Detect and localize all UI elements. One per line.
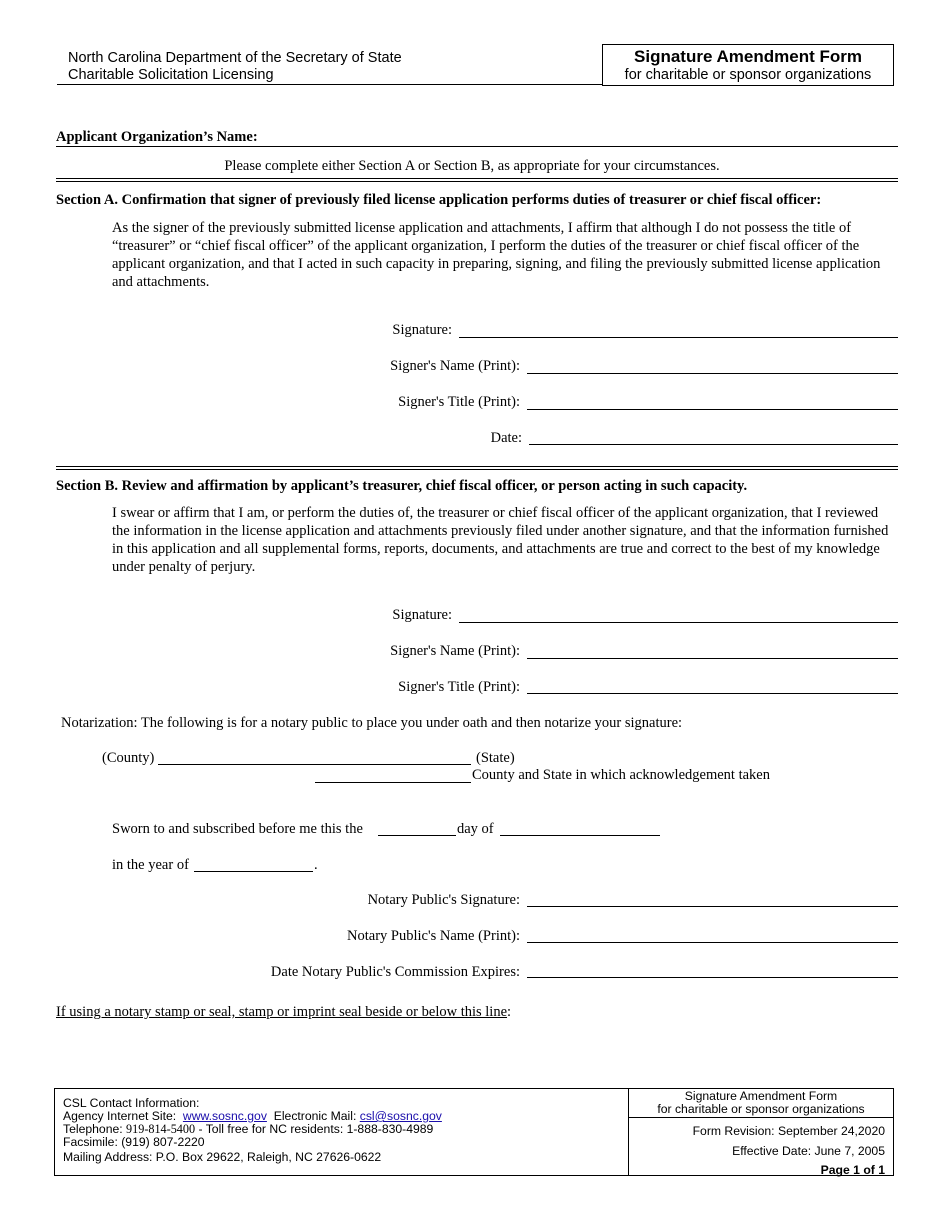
applicant-name-label: Applicant Organization’s Name: xyxy=(56,129,258,145)
mailing-address: Mailing Address: P.O. Box 29622, Raleigh, NC 27626-0622 xyxy=(63,1150,382,1164)
commission-expires-label: Date Notary Public's Commission Expires: xyxy=(270,964,520,980)
section-b-signature-label: Signature: xyxy=(392,607,452,623)
seal-instruction xyxy=(56,1004,511,1021)
section-a-body: As the signer of the previously submitted license application and attachments, I affirm that although I do not possess the title of “treasurer” or “chief fiscal officer” of the applicant organization, I perform the duties of the treasurer or chief fiscal officer of the applicant organization, and that I acted in such capacity in preparing, signing, and filing the previously submitted license application and attachments. xyxy=(112,220,881,290)
division-name: Charitable Solicitation Licensing xyxy=(68,67,274,83)
county-field[interactable] xyxy=(158,764,471,765)
footer-form-meta xyxy=(629,1119,885,1181)
email-label: Electronic Mail: xyxy=(273,1109,357,1123)
effective-date: Effective Date: June 7, 2005 xyxy=(732,1143,885,1158)
sworn-month-field[interactable] xyxy=(500,835,660,836)
department-heading xyxy=(68,50,402,84)
footer-form-subtitle: for charitable or sponsor organizations xyxy=(657,1102,865,1116)
site-link[interactable]: www.sosnc.gov xyxy=(182,1109,267,1123)
section-b-title-label: Signer's Title (Print): xyxy=(398,679,520,695)
section-b-body: I swear or affirm that I am, or perform the duties of, the treasurer or chief fiscal officer of the applicant organization, that I reviewed the information in the license application and attachments previously filed under another signature, and that the information furnished in this application and all supplemental forms, reports, documents, and attachments are true and correct to the best of my knowledge under penalty of perjury. xyxy=(112,505,889,575)
notary-signature-field[interactable] xyxy=(527,906,898,907)
form-title-box xyxy=(602,44,894,86)
site-label: Agency Internet Site: xyxy=(63,1109,177,1123)
notarization-intro: Notarization: The following is for a notary public to place you under oath and then notarize your signature: xyxy=(61,715,683,731)
contact-heading: CSL Contact Information: xyxy=(63,1096,200,1110)
department-name: North Carolina Department of the Secretary of State xyxy=(68,50,402,66)
notary-name-field[interactable] xyxy=(527,942,898,943)
telephone-label: Telephone: xyxy=(63,1122,123,1136)
contact-info xyxy=(63,1097,442,1164)
form-title: Signature Amendment Form xyxy=(634,47,862,66)
section-b-title: Section B. Review and affirmation by applicant’s treasurer, chief fiscal officer, or person acting in such capacity. xyxy=(56,478,748,494)
telephone-number: 919-814-5400 xyxy=(126,1122,196,1136)
year-period: . xyxy=(314,857,318,873)
state-label: (State) xyxy=(476,750,515,766)
seal-instruction-text: If using a notary stamp or seal, stamp or imprint seal beside or below this line xyxy=(56,1004,508,1020)
telephone-toll-free: - Toll free for NC residents: 1-888-830-4989 xyxy=(195,1122,434,1136)
section-b-title-field[interactable] xyxy=(527,693,898,694)
sworn-text: Sworn to and subscribed before me this the xyxy=(112,821,363,837)
section-a-date-label: Date: xyxy=(490,430,522,446)
section-b-name-field[interactable] xyxy=(527,658,898,659)
footer-form-name xyxy=(629,1089,893,1118)
form-subtitle: for charitable or sponsor organizations xyxy=(624,67,872,83)
email-link[interactable]: csl@sosnc.gov xyxy=(359,1109,442,1123)
footer-form-title: Signature Amendment Form xyxy=(684,1089,838,1103)
state-field[interactable] xyxy=(315,782,471,783)
section-a-date-field[interactable] xyxy=(529,444,898,445)
section-a-title-label: Signer's Title (Print): xyxy=(398,394,520,410)
seal-instruction-colon: : xyxy=(507,1004,512,1020)
notary-signature-label: Notary Public's Signature: xyxy=(367,892,520,908)
section-a-signature-label: Signature: xyxy=(392,322,452,338)
commission-expires-field[interactable] xyxy=(527,977,898,978)
facsimile-row: Facsimile: (919) 807-2220 xyxy=(63,1135,205,1149)
section-a-title-field[interactable] xyxy=(527,409,898,410)
county-state-caption: County and State in which acknowledgement taken xyxy=(472,767,770,783)
applicant-name-field[interactable] xyxy=(56,146,898,147)
notary-name-label: Notary Public's Name (Print): xyxy=(347,928,520,944)
instruction-text: Please complete either Section A or Section B, as appropriate for your circumstances. xyxy=(224,158,720,174)
section-a-name-field[interactable] xyxy=(527,373,898,374)
form-revision: Form Revision: September 24,2020 xyxy=(692,1124,885,1138)
section-a-name-label: Signer's Name (Print): xyxy=(390,358,520,374)
year-text: in the year of xyxy=(112,857,189,873)
section-b-signature-field[interactable] xyxy=(459,622,898,623)
sworn-day-field[interactable] xyxy=(378,835,456,836)
footer-box xyxy=(54,1088,894,1176)
header-rule xyxy=(57,84,603,85)
page-number: Page 1 of 1 xyxy=(820,1163,885,1177)
sworn-year-field[interactable] xyxy=(194,871,313,872)
section-b-name-label: Signer's Name (Print): xyxy=(390,643,520,659)
section-a-title: Section A. Confirmation that signer of previously filed license application performs duties of treasurer or chief fiscal officer: xyxy=(56,192,822,208)
county-label: (County) xyxy=(102,750,155,766)
day-of-text: day of xyxy=(457,821,494,837)
section-a-signature-field[interactable] xyxy=(459,337,898,338)
section-divider xyxy=(56,178,898,182)
section-divider xyxy=(56,466,898,470)
